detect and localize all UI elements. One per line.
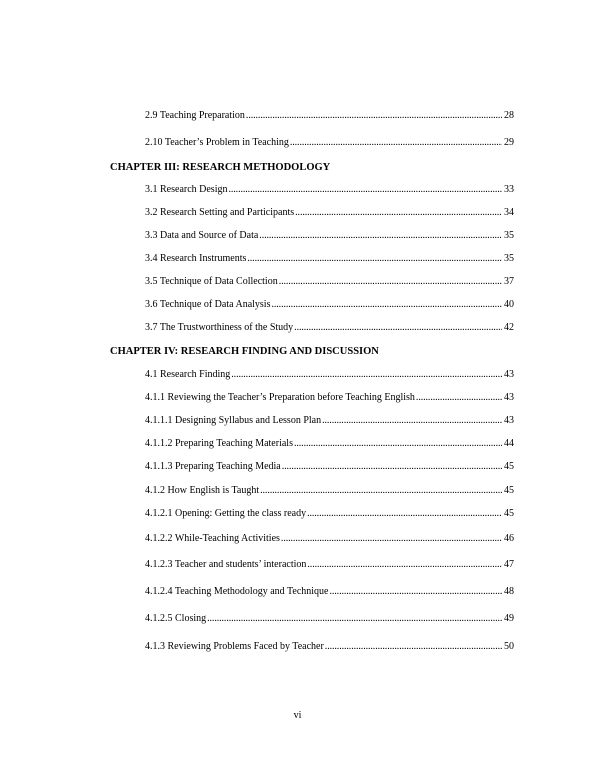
toc-entry [0,276,595,288]
toc-entry-title: 3.4 Research Instruments [145,253,247,264]
dot-leader [271,299,502,311]
toc-entry-title: 3.3 Data and Source of Data [145,230,259,241]
dot-leader [247,253,502,265]
toc-entry-page: 35 [504,230,514,241]
toc-entry-title: 4.1.2.1 Opening: Getting the class ready [145,508,307,519]
dot-leader [260,485,502,497]
toc-entry [0,415,595,427]
toc-entry-page: 43 [504,415,514,426]
dot-leader [416,392,502,404]
chapter-heading: CHAPTER III: RESEARCH METHODOLOGY [110,162,331,173]
dot-leader [307,508,502,520]
dot-leader [290,137,502,149]
toc-entry-title: 4.1.2.5 Closing [145,613,207,624]
toc-entry-page: 47 [504,559,514,570]
toc-entry [0,322,595,334]
toc-entry [0,207,595,219]
toc-entry [0,533,595,545]
dot-leader [294,438,502,450]
toc-entry [0,641,595,653]
toc-entry-title: 3.5 Technique of Data Collection [145,276,278,287]
toc-entry-title: 4.1.1.1 Designing Syllabus and Lesson Plan [145,415,322,426]
toc-entry-page: 34 [504,207,514,218]
toc-entry-title: 4.1.2.4 Teaching Methodology and Technique [145,586,329,597]
toc-entry-page: 35 [504,253,514,264]
toc-entry-page: 28 [504,110,514,121]
toc-entry [0,485,595,497]
dot-leader [325,641,502,653]
dot-leader [322,415,502,427]
dot-leader [295,207,502,219]
dot-leader [259,230,502,242]
dot-leader [282,461,502,473]
toc-entry-page: 37 [504,276,514,287]
toc-entry-title: 3.7 The Trustworthiness of the Study [145,322,294,333]
toc-entry [0,253,595,265]
toc-entry-title: 4.1.2 How English is Taught [145,485,260,496]
toc-entry [0,438,595,450]
toc-entry [0,110,595,122]
toc-entry-page: 44 [504,438,514,449]
dot-leader [207,613,502,625]
toc-entry-page: 43 [504,392,514,403]
toc-entry [0,586,595,598]
dot-leader [246,110,502,122]
toc-entry [0,230,595,242]
chapter-heading: CHAPTER IV: RESEARCH FINDING AND DISCUSSION [110,346,379,357]
dot-leader [294,322,502,334]
dot-leader [228,184,502,196]
dot-leader [231,369,502,381]
dot-leader [279,276,502,288]
toc-entry-title: 4.1.2.2 While-Teaching Activities [145,533,280,544]
toc-entry [0,392,595,404]
toc-entry-title: 4.1.3 Reviewing Problems Faced by Teacher [145,641,324,652]
toc-entry-title: 4.1.1.2 Preparing Teaching Materials [145,438,293,449]
toc-entry-page: 33 [504,184,514,195]
toc-entry-page: 40 [504,299,514,310]
toc-entry [0,508,595,520]
toc-entry-title: 3.6 Technique of Data Analysis [145,299,271,310]
toc-entry [0,559,595,571]
toc-entry-page: 48 [504,586,514,597]
dot-leader [329,586,502,598]
toc-entry-page: 50 [504,641,514,652]
toc-entry-page: 45 [504,461,514,472]
toc-entry [0,299,595,311]
toc-entry [0,461,595,473]
toc-entry-title: 2.9 Teaching Preparation [145,110,245,121]
toc-entry [0,184,595,196]
toc-entry [0,369,595,381]
toc-entry [0,137,595,149]
dot-leader [307,559,502,571]
dot-leader [281,533,502,545]
page-number: vi [293,710,302,721]
toc-entry-title: 3.2 Research Setting and Participants [145,207,295,218]
toc-entry-page: 46 [504,533,514,544]
toc-entry-page: 42 [504,322,514,333]
toc-entry-title: 4.1.2.3 Teacher and students’ interaction [145,559,307,570]
toc-entry-page: 45 [504,485,514,496]
toc-entry-page: 45 [504,508,514,519]
toc-entry-page: 43 [504,369,514,380]
toc-entry-page: 29 [504,137,514,148]
toc-entry-title: 2.10 Teacher’s Problem in Teaching [145,137,289,148]
toc-entry-title: 3.1 Research Design [145,184,228,195]
toc-entry-title: 4.1 Research Finding [145,369,231,380]
toc-entry [0,613,595,625]
toc-entry-title: 4.1.1 Reviewing the Teacher’s Preparation before Teaching English [145,392,415,403]
toc-entry-page: 49 [504,613,514,624]
toc-entry-title: 4.1.1.3 Preparing Teaching Media [145,461,281,472]
